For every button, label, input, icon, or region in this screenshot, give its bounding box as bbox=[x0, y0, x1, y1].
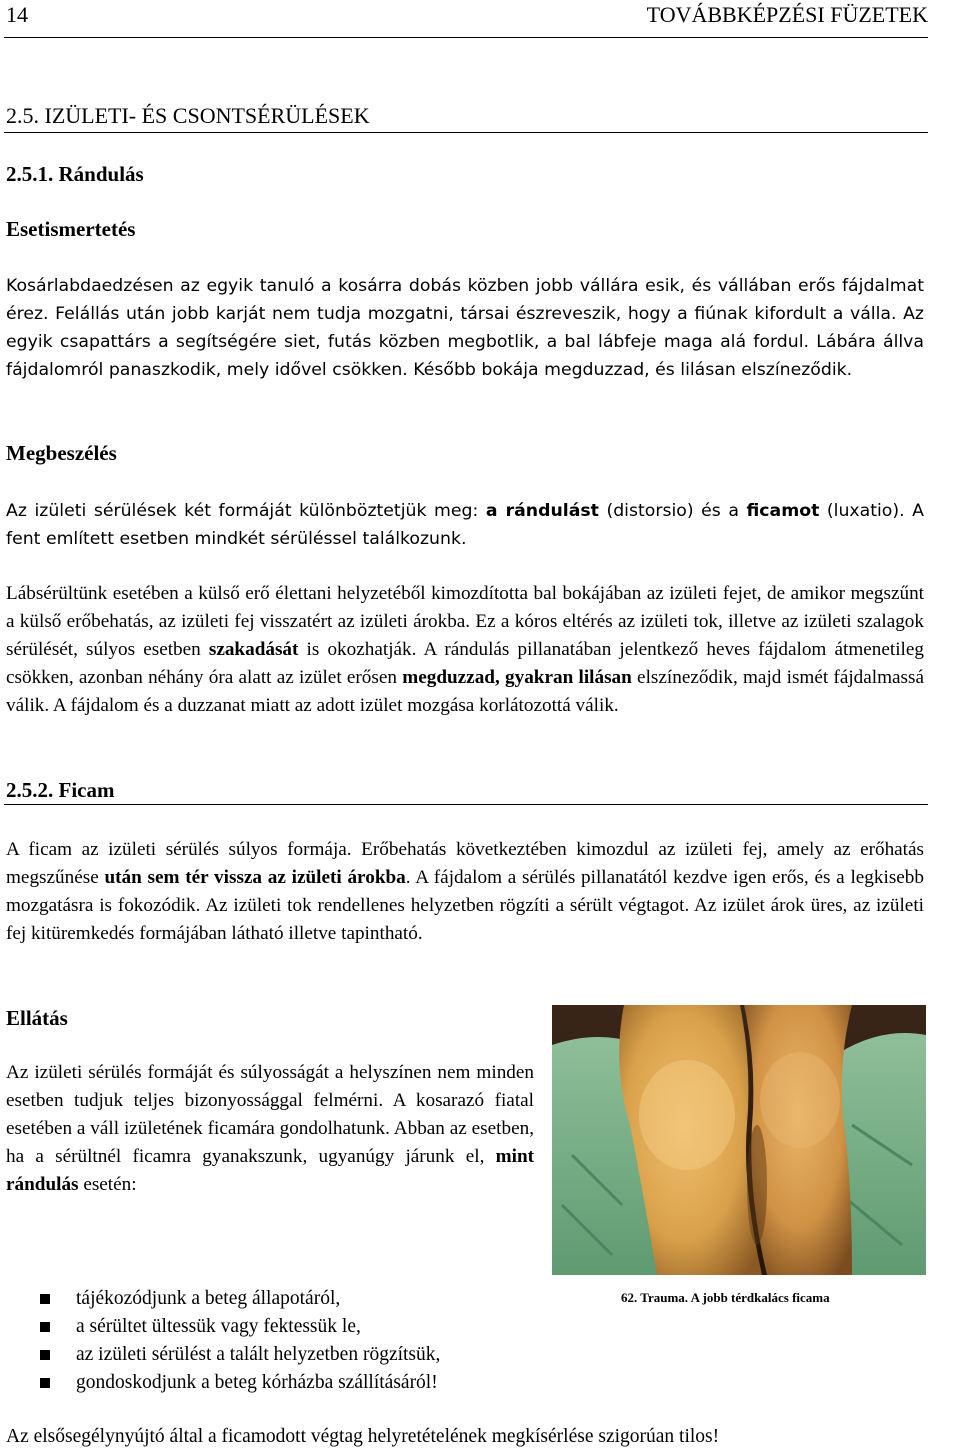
care-heading: Ellátás bbox=[6, 1006, 68, 1030]
bold-run: megduzzad, gyakran lilásan bbox=[402, 667, 632, 688]
text-run: (luxatio). A fent említett esetben mindkét sérüléssel találkozunk. bbox=[6, 501, 924, 549]
bullet-square-icon bbox=[40, 1350, 50, 1360]
bullet-square-icon bbox=[40, 1378, 50, 1388]
text-run: Az izületi sérülések két formáját különböztetjük meg: bbox=[6, 501, 486, 521]
bold-run: ficamot bbox=[746, 501, 820, 521]
list-item-text: a sérültet ültessük vagy fektessük le, bbox=[76, 1316, 361, 1337]
knee-photo-illustration bbox=[552, 1005, 926, 1275]
subsection-rule bbox=[4, 804, 928, 805]
header-rule bbox=[4, 37, 928, 38]
bold-run: után sem tér vissza az izületi árokba bbox=[104, 867, 406, 888]
list-item bbox=[0, 1341, 560, 1369]
list-item bbox=[0, 1285, 560, 1313]
page-header bbox=[6, 0, 928, 36]
bold-run: a rándulást bbox=[485, 501, 599, 521]
case-paragraph bbox=[6, 272, 924, 384]
section-rule bbox=[4, 132, 928, 133]
bold-run: mint rándulás bbox=[6, 1146, 534, 1195]
knee-dislocation-photo bbox=[552, 1005, 926, 1275]
subsection-title-ficam: 2.5.2. Ficam bbox=[6, 778, 115, 802]
bullet-square-icon bbox=[40, 1322, 50, 1332]
text-run: A ficam az izületi sérülés súlyos formája. Erőbehatás következtében kimozdul az izületi fej, amely az erőhatás megszűnése bbox=[6, 839, 924, 888]
subsection-title-randulas: 2.5.1. Rándulás bbox=[6, 162, 144, 186]
section-title: 2.5. IZÜLETI- ÉS CSONTSÉRÜLÉSEK bbox=[6, 103, 370, 128]
discussion-paragraph-1 bbox=[6, 497, 924, 553]
text-run: esetén: bbox=[78, 1174, 137, 1195]
list-item bbox=[0, 1369, 560, 1397]
discussion-heading: Megbeszélés bbox=[6, 441, 117, 465]
page-number: 14 bbox=[6, 2, 28, 27]
warning-note: Az elsősegélynyújtó által a ficamodott végtag helyretételének megkísérlése szigorúan tilos! bbox=[6, 1426, 720, 1447]
journal-title: TOVÁBBKÉPZÉSI FÜZETEK bbox=[646, 2, 928, 27]
discussion-paragraph-2 bbox=[6, 580, 924, 720]
bold-run: szakadását bbox=[208, 639, 299, 660]
list-item-text: tájékozódjunk a beteg állapotáról, bbox=[76, 1288, 341, 1309]
text-run: Lábsérültünk esetében a külső erő élettani helyzetéből kimozdította bal bokájában az izületi fejet, de amikor megszűnt a külső erőbehatás, az izületi fej visszatért az izületi árokba. Ez a kóros eltérés az izületi tok, illetve az izületi szalagok sérülését, súlyos esetben bbox=[6, 583, 924, 660]
text-run: Az izületi sérülés formáját és súlyosságát a helyszínen nem minden esetben tudjuk teljes bizonyossággal felmérni. A kosarazó fiatal esetében a váll izületének ficamára gondolhatunk. Abban az esetben, ha a sérültnél ficamra gyanakszunk, ugyanúgy járunk el, bbox=[6, 1062, 534, 1167]
text-run: (distorsio) és a bbox=[598, 501, 747, 521]
bullet-square-icon bbox=[40, 1294, 50, 1304]
figure-caption: 62. Trauma. A jobb térdkalács ficama bbox=[621, 1290, 830, 1305]
case-heading: Esetismertetés bbox=[6, 217, 136, 241]
list-item bbox=[0, 1313, 560, 1341]
text-run: . A fájdalom a sérülés pillanatától kezdve igen erős, és a legkisebb mozgatásra is fokozódik. Az izületi tok rendellenes helyzetben rögzíti a sérült végtagot. Az izület árok üres, az izületi fej kitüremkedés formájában látható illetve tapintható. bbox=[6, 867, 924, 944]
care-paragraph bbox=[6, 1059, 534, 1199]
case-text: Kosárlabdaedzésen az egyik tanuló a kosárra dobás közben jobb vállára esik, és vállában erős fájdalmat érez. Felállás után jobb karját nem tudja mozgatni, társai észreveszik, hogy a fiúnak kifordult a válla. Az egyik csapattárs a segítségére siet, futás közben megbotlik, a bal lábfeje maga alá fordul. Lábára állva fájdalomról panaszkodik, mely idővel csökken. Később bokája megduzzad, és lilásan elszíneződik. bbox=[6, 276, 924, 380]
text-run: elszíneződik, majd ismét fájdalmassá válik. A fájdalom és a duzzanat miatt az adott izület mozgása korlátozottá válik. bbox=[6, 667, 924, 716]
list-item-text: az izületi sérülést a talált helyzetben rögzítsük, bbox=[76, 1344, 441, 1365]
care-steps-list bbox=[0, 1285, 560, 1397]
list-item-text: gondoskodjunk a beteg kórházba szállításáról! bbox=[76, 1372, 438, 1393]
ficam-paragraph bbox=[6, 836, 924, 948]
text-run: is okozhatják. A rándulás pillanatában jelentkező heves fájdalom átmenetileg csökken, azonban néhány óra alatt az izület erősen bbox=[6, 639, 924, 688]
